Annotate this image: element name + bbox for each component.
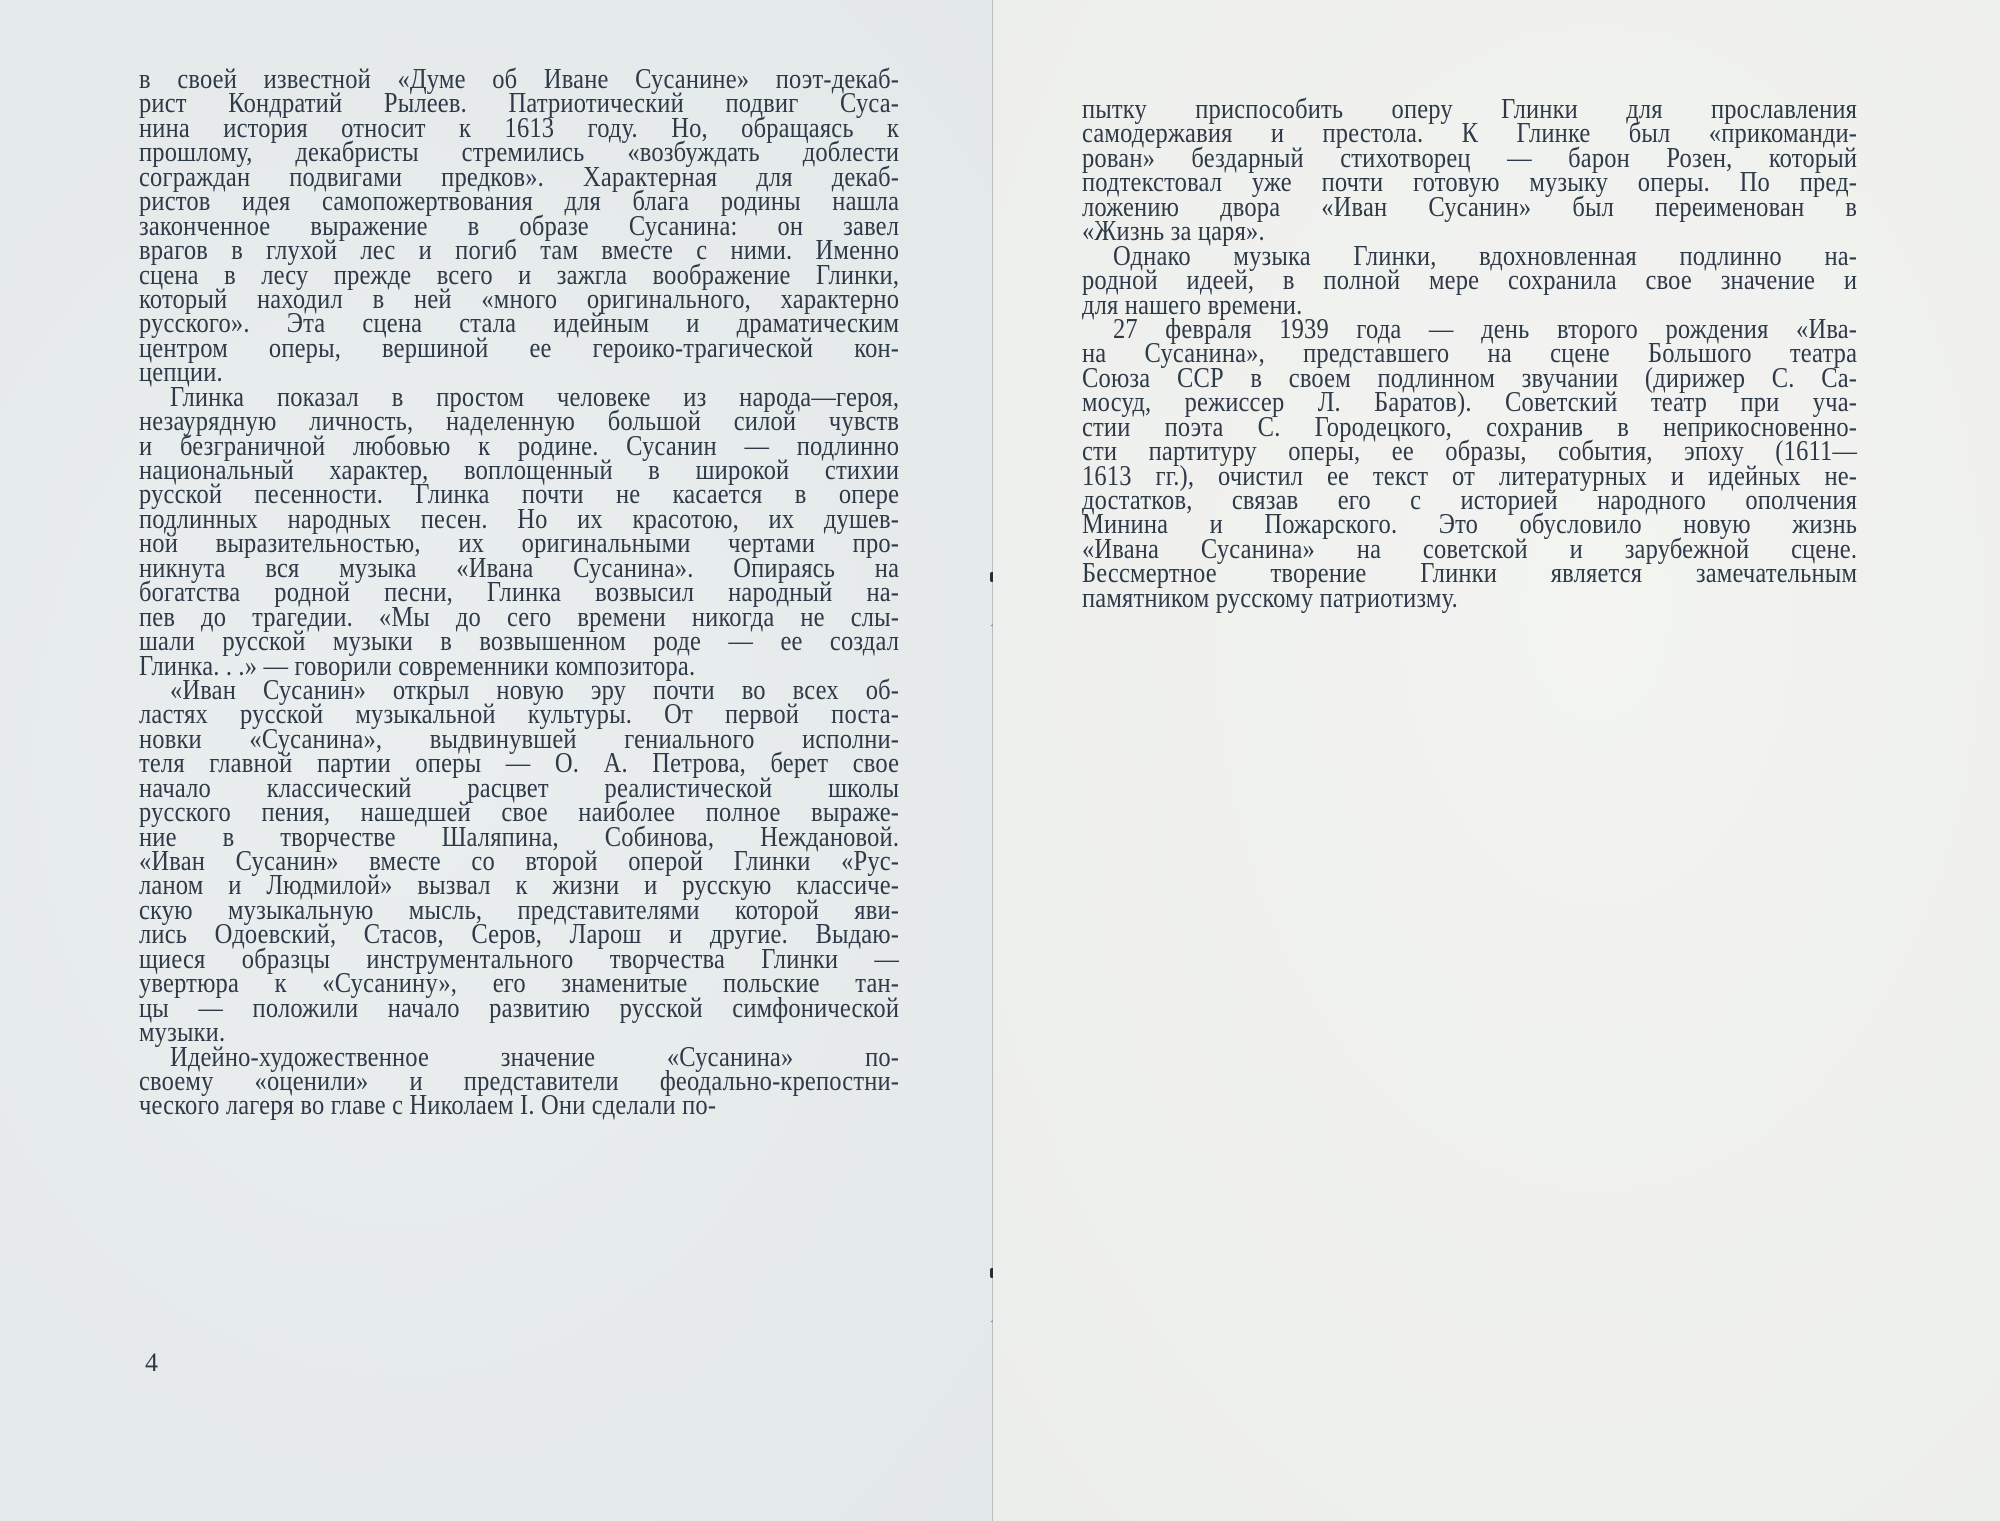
text-line: пев до трагедии. «Мы до сего времени никогда не слы-	[139, 601, 900, 633]
text-line: русского пения, нашедшей свое наиболее полное выраже-	[139, 797, 900, 829]
text-line: «Жизнь за царя».	[1082, 216, 1265, 248]
text-line: ческого лагеря во главе с Николаем I. Они сделали по-	[139, 1090, 717, 1122]
paragraph	[139, 64, 900, 389]
text-line: нина история относит к 1613 году. Но, обращаясь к	[139, 112, 900, 144]
text-line: увертюра к «Сусанину», его знаменитые польские тан-	[139, 968, 900, 1000]
text-line: Глинка. . .» — говорили современники композитора.	[139, 650, 696, 682]
text-line: «Иван Сусанин» открыл новую эру почти во всех об-	[169, 674, 900, 706]
paragraph	[139, 1041, 900, 1122]
text-line: национальный характер, воплощенный в широкой стихии	[139, 455, 900, 486]
text-line: своему «оценили» и представители феодально-крепостни-	[139, 1065, 900, 1097]
text-line: музыки.	[139, 1017, 226, 1049]
text-line: законченное выражение в образе Сусанина: он завел	[139, 210, 900, 242]
paragraph	[139, 381, 900, 682]
text-line: цепции.	[139, 357, 223, 389]
text-line: ние в творчестве Шаляпина, Собинова, Неждановой.	[139, 821, 900, 853]
text-line: рован» бездарный стихотворец — барон Розен, который	[1082, 142, 1858, 174]
text-line: ристов идея самопожертвования для блага родины нашла	[139, 186, 900, 218]
paragraph	[139, 674, 900, 1049]
text-line: Союза ССР в своем подлинном звучании (дирижер С. Са-	[1082, 362, 1858, 394]
text-line: лись Одоевский, Стасов, Серов, Ларош и другие. Выдаю-	[139, 919, 900, 951]
text-line: сти партитуру оперы, ее образы, события, эпоху (1611—	[1082, 436, 1858, 468]
page-number: 4	[145, 1348, 158, 1377]
right-page	[993, 0, 2000, 1521]
text-line: Идейно-художественное значение «Сусанина» по-	[169, 1041, 900, 1073]
text-line: ложению двора «Иван Сусанин» был переименован в	[1082, 191, 1858, 223]
text-line: Однако музыка Глинки, вдохновленная подлинно на-	[1112, 240, 1858, 272]
paragraph	[1082, 313, 1858, 614]
text-line: самодержавия и престола. К Глинке был «прикоманди-	[1082, 118, 1858, 150]
text-line: врагов в глухой лес и погиб там вместе с ними. Именно	[139, 235, 900, 267]
text-line: рист Кондратий Рылеев. Патриотический подвиг Суса-	[139, 88, 900, 120]
text-line: ланом и Людмилой» вызвал к жизни и русскую классиче-	[139, 870, 900, 902]
text-line: начало классический расцвет реалистической школы	[139, 772, 900, 804]
text-line: прошлому, декабристы стремились «возбуждать доблести	[139, 137, 900, 169]
text-line: никнута вся музыка «Ивана Сусанина». Опираясь на	[139, 552, 900, 584]
text-line: Минина и Пожарского. Это обусловило новую жизнь	[1082, 509, 1858, 541]
text-line: и безграничной любовью к родине. Сусанин — подлинно	[139, 430, 900, 462]
text-line: новки «Сусанина», выдвинувшей гениального исполни-	[139, 723, 900, 755]
text-line: ластях русской музыкальной культуры. От первой поста-	[139, 699, 900, 731]
text-line: шали русской музыки в возвышенном роде — ее создал	[139, 626, 900, 658]
text-line: мосуд, режиссер Л. Баратов). Советский театр при уча-	[1082, 387, 1858, 419]
text-line: «Ивана Сусанина» на советской и зарубежной сцене.	[1082, 533, 1858, 565]
text-line: Бессмертное творение Глинки является замечательным	[1082, 558, 1858, 590]
text-line: 27 февраля 1939 года — день второго рождения «Ива-	[1112, 313, 1858, 345]
text-line: который находил в ней «много оригинального, характерно	[139, 283, 900, 315]
text-line: на Сусанина», представшего на сцене Большого театра	[1082, 338, 1858, 370]
text-line: теля главной партии оперы — О. А. Петрова, берет свое	[139, 748, 900, 780]
right-page-text	[1082, 94, 1858, 614]
text-line: русской песенности. Глинка почти не касается в опере	[139, 479, 900, 511]
text-line: щиеся образцы инструментального творчества Глинки —	[139, 943, 900, 975]
text-line: русского». Эта сцена стала идейным и драматическим	[139, 308, 900, 340]
text-line: сограждан подвигами предков». Характерная для декаб-	[139, 161, 900, 193]
text-line: подтекстовал уже почти готовую музыку оперы. По пред-	[1082, 167, 1858, 199]
text-line: незаурядную личность, наделенную большой силой чувств	[139, 406, 900, 438]
text-line: стии поэта С. Городецкого, сохранив в неприкосновенно-	[1082, 411, 1858, 443]
text-line: памятником русскому патриотизму.	[1082, 582, 1458, 614]
text-line: 1613 гг.), очистил ее текст от литературных и идейных не-	[1082, 460, 1858, 492]
text-line: Глинка показал в простом человеке из народа—героя,	[169, 381, 900, 413]
text-line: пытку приспособить оперу Глинки для прославления	[1082, 94, 1858, 125]
text-line: «Иван Сусанин» вместе со второй оперой Глинки «Рус-	[139, 846, 900, 877]
text-line: центром оперы, вершиной ее героико-трагической кон-	[139, 332, 900, 364]
text-line: сцена в лесу прежде всего и зажгла воображение Глинки,	[139, 259, 900, 291]
text-line: для нашего времени.	[1082, 289, 1303, 321]
text-line: достатков, связав его с историей народного ополчения	[1082, 485, 1858, 516]
text-line: богатства родной песни, Глинка возвысил народный на-	[139, 577, 900, 609]
left-page	[0, 0, 992, 1521]
paragraph	[1082, 94, 1858, 248]
text-line: скую музыкальную мысль, представителями которой яви-	[139, 894, 900, 926]
left-page-text	[139, 64, 900, 1122]
text-line: в своей известной «Думе об Иване Сусанине» поэт-декаб-	[139, 64, 900, 95]
text-line: цы — положили начало развитию русской симфонической	[139, 992, 900, 1024]
text-line: родной идеей, в полной мере сохранила свое значение и	[1082, 265, 1858, 297]
text-line: ной выразительностью, их оригинальными чертами про-	[139, 528, 900, 560]
text-line: подлинных народных песен. Но их красотою, их душев-	[139, 503, 900, 535]
paragraph	[1082, 240, 1858, 321]
